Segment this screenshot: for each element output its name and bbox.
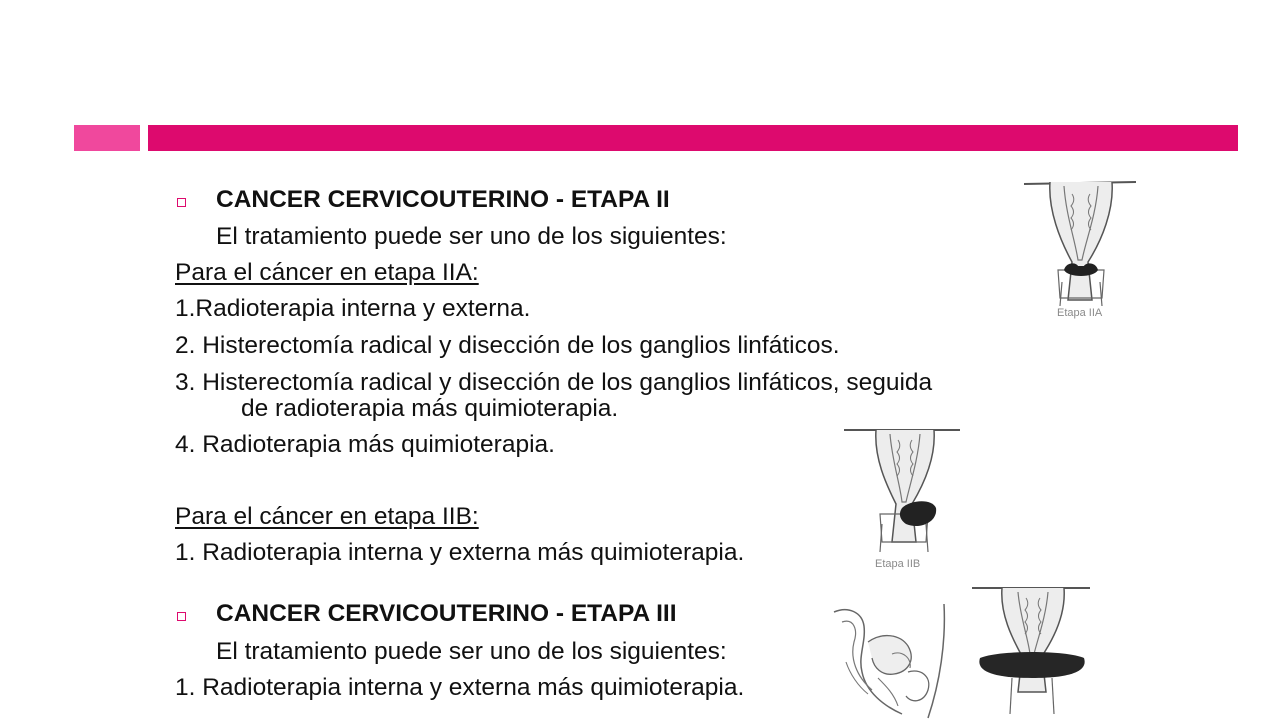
square-bullet-icon [177, 198, 186, 207]
iia-item-2: 2. Histerectomía radical y disección de los ganglios linfáticos. [175, 332, 840, 359]
iib-item-1: 1. Radioterapia interna y externa más quimioterapia. [175, 539, 745, 566]
square-bullet-icon [177, 612, 186, 621]
pelvis-sagittal-illustration [828, 602, 950, 720]
stage2-heading: CANCER CERVICOUTERINO - ETAPA II [216, 186, 670, 213]
caption-etapa-iia: Etapa IIA [1057, 307, 1103, 319]
accent-bar-main [148, 125, 1238, 151]
iia-item-3-continuation: de radioterapia más quimioterapia. [241, 395, 619, 422]
accent-bar-small [74, 125, 140, 151]
stage-iia-title: Para el cáncer en etapa IIA: [175, 259, 479, 286]
stage-iib-title: Para el cáncer en etapa IIB: [175, 503, 479, 530]
uterus-stage-iii-illustration [968, 574, 1096, 720]
stage3-item-1: 1. Radioterapia interna y externa más quimioterapia. [175, 674, 745, 701]
stage3-heading: CANCER CERVICOUTERINO - ETAPA III [216, 600, 677, 627]
iia-item-1: 1.Radioterapia interna y externa. [175, 295, 531, 322]
uterus-stage-iia-illustration [1020, 170, 1145, 325]
stage3-intro: El tratamiento puede ser uno de los siguientes: [216, 638, 727, 665]
uterus-stage-iib-illustration [840, 418, 968, 560]
iia-item-3: 3. Histerectomía radical y disección de los ganglios linfáticos, seguida [175, 369, 933, 396]
iia-item-4: 4. Radioterapia más quimioterapia. [175, 431, 555, 458]
stage2-intro: El tratamiento puede ser uno de los siguientes: [216, 223, 727, 250]
caption-etapa-iib: Etapa IIB [875, 558, 921, 570]
